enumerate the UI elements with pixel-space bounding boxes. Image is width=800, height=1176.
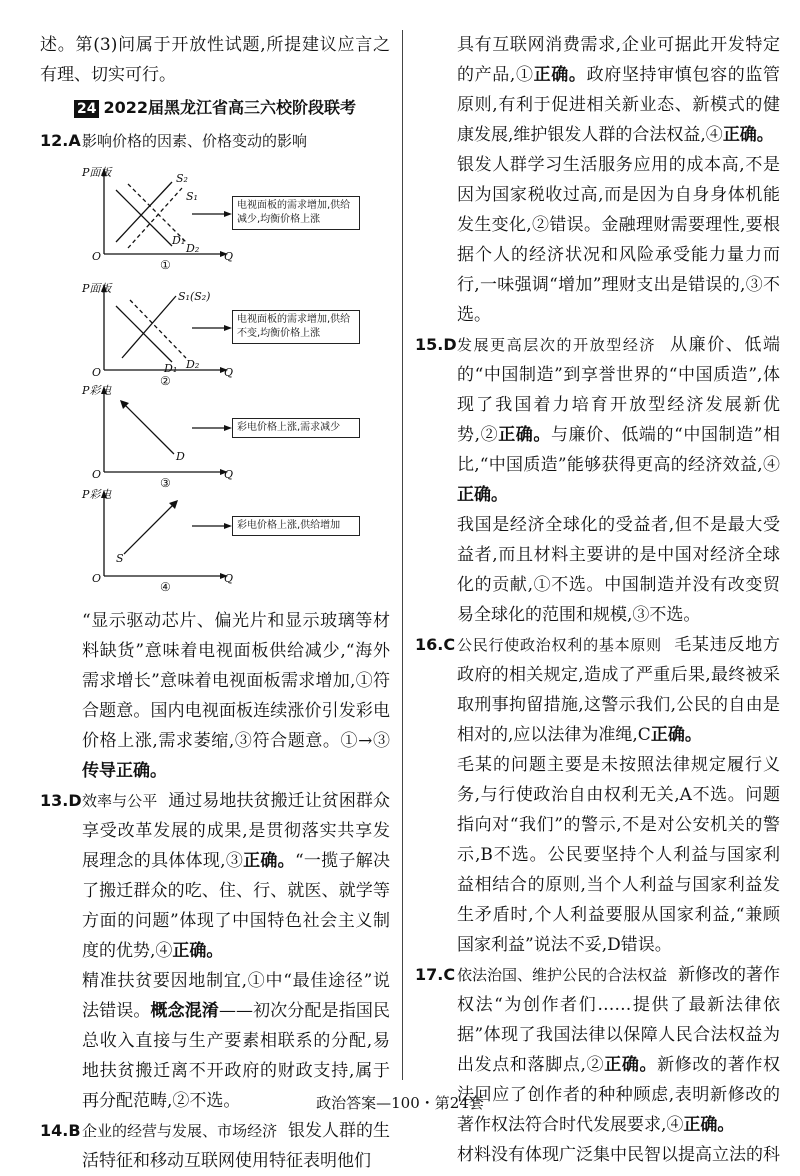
- graph-3-d: D: [176, 450, 185, 463]
- graph-1-d2: D₂: [186, 242, 200, 255]
- q16-topic: 公民行使政治权利的基本原则: [457, 636, 662, 654]
- graph-1-origin: O: [92, 250, 102, 263]
- graph-2-s1s2: S₁(S₂): [178, 290, 211, 303]
- graph-4-box: 彩电价格上涨,供给增加: [232, 516, 360, 536]
- graph-2-p-label: P面板: [82, 282, 112, 295]
- q13-p2-a: 精准扶贫要因地制宜,①中“最佳途径”说法错误。: [82, 971, 390, 1021]
- graph-2-number: ②: [160, 374, 171, 388]
- graph-3-box: 彩电价格上涨,需求减少: [232, 418, 360, 438]
- q17-number: 17.C: [415, 965, 456, 984]
- q14-number: 14.B: [40, 1121, 81, 1140]
- q15-text-c: 与廉价、低端的“中国制造”相比,“中国质造”能够获得更高的经济效益,④: [457, 425, 781, 475]
- q13-text-c: “一揽子解决了搬迁群众的吃、住、行、就医、就学等方面的问题”体现了中国特色社会主义制度的优势,④: [82, 851, 391, 961]
- graph-4-s: S: [116, 552, 124, 565]
- graph-3-q-label: Q: [224, 468, 234, 481]
- section-badge: 24: [74, 100, 99, 118]
- q12-conclusion: 传导正确。: [82, 761, 167, 781]
- q15-header: [415, 330, 780, 510]
- q15-text-a: 从廉价、低端的“中国制造”到享誉世界的“中国质造”,体现了我国着力培育开放型经济发展新优势,②: [457, 335, 780, 445]
- q17-topic: 依法治国、维护公民的合法权益: [457, 966, 668, 984]
- intro-text: 述。第(3)问属于开放性试题,所提建议应言之有理、切实可行。: [40, 35, 390, 85]
- q13-correct-1: 正确。: [243, 851, 295, 871]
- q13-text-a: 通过易地扶贫搬迁让贫困群众享受改革发展的成果,是贯彻落实共享发展理念的具体体现,③: [82, 791, 390, 871]
- q17-correct-2: 正确。: [683, 1115, 735, 1135]
- q17-text-c: 新修改的著作权法回应了创作者的种种顾虑,表明新修改的著作权法符合时代发展要求,④: [457, 1055, 781, 1135]
- q16-text-a: 毛某违反地方政府的相关规定,造成了严重后果,最终被采取刑事拘留措施,这警示我们,公民的自由是相对的,应以法律为准绳,C: [457, 635, 780, 745]
- section-header: [40, 94, 390, 122]
- q15-number: 15.D: [415, 335, 457, 354]
- graph-4-origin: O: [92, 572, 102, 585]
- q13-correct-2: 正确。: [172, 941, 224, 961]
- graph-2: [82, 280, 382, 390]
- q15-topic: 发展更高层次的开放型经济: [457, 336, 657, 354]
- q13-topic: 效率与公平: [82, 792, 158, 810]
- q12-graphs: [82, 156, 390, 606]
- q13-p2-c: ——初次分配是指国民总收入直接与生产要素相联系的分配,易地扶贫搬迁离不开政府的财政支持,属于再分配范畴,②不选。: [82, 1001, 390, 1111]
- left-column: [40, 30, 390, 1176]
- q17-text-a: 新修改的著作权法“为创作者们……提供了最新法律依据”体现了我国法律以保障人民合法权益为出发点和落脚点,②: [457, 965, 780, 1075]
- graph-4-number: ④: [160, 580, 171, 594]
- graph-3-number: ③: [160, 476, 171, 490]
- graph-2-box: 电视面板的需求增加,供给不变,均衡价格上涨: [232, 310, 360, 344]
- q12-number: 12.A: [40, 131, 81, 150]
- q14-correct-1: 正确。: [533, 65, 587, 85]
- q14-topic: 企业的经营与发展、市场经济: [82, 1122, 278, 1140]
- q13-header: [40, 786, 390, 966]
- q14-header: [40, 1116, 390, 1176]
- graph-4-p-label: P彩电: [82, 488, 112, 501]
- section-title: 2022届黑龙江省高三六校阶段联考: [103, 98, 357, 117]
- graph-1-d1: D₁: [172, 234, 186, 247]
- q15-correct-2: 正确。: [457, 485, 508, 505]
- graph-1-p-label: P面板: [82, 166, 112, 179]
- graph-3-origin: O: [92, 468, 102, 481]
- q14-correct-2: 正确。: [722, 125, 774, 145]
- graph-1-number: ①: [160, 258, 171, 272]
- graph-3-p-label: P彩电: [82, 384, 112, 397]
- graph-4-q-label: Q: [224, 572, 234, 585]
- page-footer: 政治答案—100・第24套: [316, 1094, 484, 1112]
- graph-4: [82, 486, 382, 596]
- q13-number: 13.D: [40, 791, 82, 810]
- graph-1-q-label: Q: [224, 250, 234, 263]
- right-column: [415, 30, 780, 1170]
- q15-correct-1: 正确。: [498, 425, 551, 445]
- graph-2-d2: D₂: [186, 358, 200, 371]
- graph-2-q-label: Q: [224, 366, 234, 379]
- q16-header: [415, 630, 780, 750]
- q13-concept-label: 概念混淆: [150, 1001, 219, 1021]
- q12-body: “显示驱动芯片、偏光片和显示玻璃等材料缺货”意味着电视面板供给减少,“海外需求增长”意味着电视面板需求增加,①符合题意。国内电视面板连续涨价引发彩电价格上涨,需求萎缩,③符合题意。①→③: [82, 611, 390, 751]
- q12-topic: 影响价格的因素、价格变动的影响: [82, 132, 308, 150]
- graph-1-box: 电视面板的需求增加,供给减少,均衡价格上涨: [232, 196, 360, 230]
- q12-explanation: [40, 606, 390, 786]
- q12-header: [40, 126, 390, 156]
- column-divider: [402, 30, 403, 1080]
- q14-analysis: 银发人群学习生活服务应用的成本高,不是因为国家税收过高,而是因为自身身体机能发生变化,②错误。金融理财需要理性,要根据个人的经济状况和风险承受能力量力而行,一味强调“增加”理财支出是错误的,③不选。: [457, 155, 780, 325]
- q16-analysis: 毛某的问题主要是未按照法律规定履行义务,与行使政治自由权利无关,A不选。问题指向对“我们”的警示,不是对公安机关的警示,B不选。公民要坚持个人利益与国家利益相结合的原则,当个人利益与国家利益发生矛盾时,个人利益要服从国家利益,“兼顾国家利益”说法不妥,D错误。: [457, 755, 780, 955]
- q14-cont-a: 具有互联网消费需求,企业可据此开发特定的产品,①: [457, 35, 780, 85]
- graph-1: [82, 164, 382, 274]
- q14-continued: [415, 30, 780, 150]
- graph-1-s1: S₁: [186, 190, 198, 203]
- q17-analysis: 材料没有体现广泛集中民智以提高立法的科: [457, 1145, 780, 1165]
- q14-text-start: 银发人群的生活特征和移动互联网使用特征表明他们: [82, 1121, 390, 1171]
- graph-3: [82, 382, 382, 492]
- q17-correct-1: 正确。: [604, 1055, 658, 1075]
- q16-correct: 正确。: [650, 725, 702, 745]
- q17-header: [415, 960, 780, 1140]
- q14-cont-c: 政府坚持审慎包容的监管原则,有利于促进相关新业态、新模式的健康发展,维护银发人群的合法权益,④: [457, 65, 781, 145]
- graph-2-origin: O: [92, 366, 102, 379]
- q15-analysis: 我国是经济全球化的受益者,但不是最大受益者,而且材料主要讲的是中国对经济全球化的贡献,①不选。中国制造并没有改变贸易全球化的范围和规模,③不选。: [457, 515, 780, 625]
- graph-1-s2: S₂: [176, 172, 188, 185]
- q16-number: 16.C: [415, 635, 456, 654]
- graph-2-d1: D₁: [164, 362, 178, 375]
